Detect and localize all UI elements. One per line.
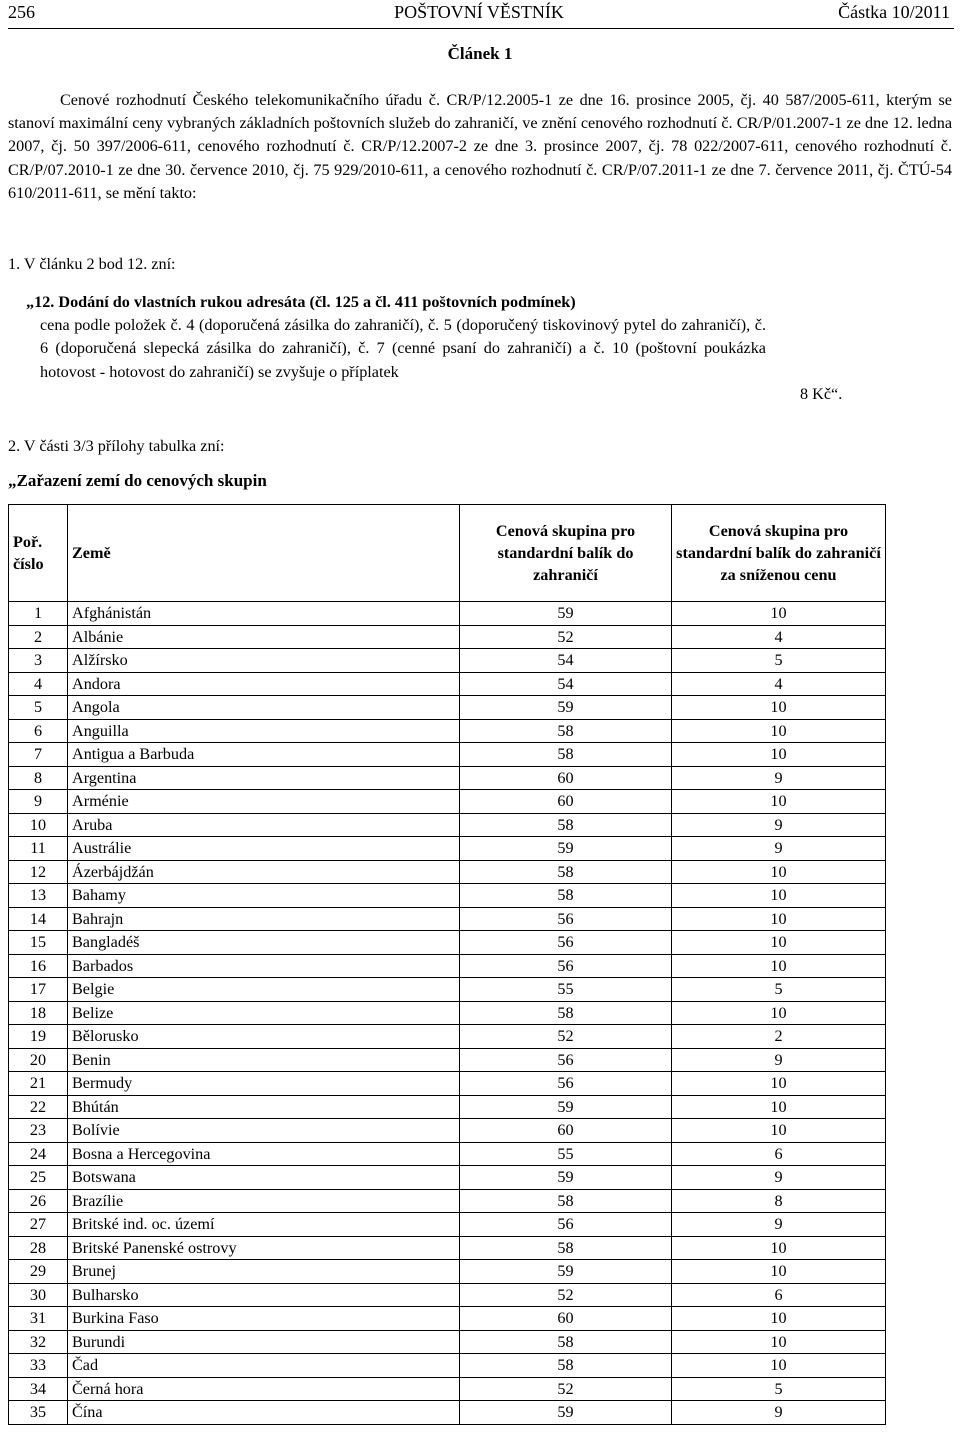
issue-number: Částka 10/2011 xyxy=(838,2,950,22)
page-number: 256 xyxy=(8,2,35,22)
row-reduced-group: 10 xyxy=(672,1307,886,1331)
row-reduced-group: 9 xyxy=(672,813,886,837)
row-reduced-group: 10 xyxy=(672,931,886,955)
row-reduced-group: 10 xyxy=(672,719,886,743)
row-number: 31 xyxy=(9,1307,68,1331)
row-standard-group: 56 xyxy=(460,1213,672,1237)
row-country: Bolívie xyxy=(68,1119,460,1143)
table-row xyxy=(9,649,886,673)
row-country: Brazílie xyxy=(68,1189,460,1213)
table-row xyxy=(9,1142,886,1166)
row-number: 30 xyxy=(9,1283,68,1307)
table-row xyxy=(9,743,886,767)
table-row xyxy=(9,1283,886,1307)
row-number: 12 xyxy=(9,860,68,884)
row-number: 19 xyxy=(9,1025,68,1049)
table-row xyxy=(9,790,886,814)
table-row xyxy=(9,907,886,931)
row-reduced-group: 10 xyxy=(672,954,886,978)
provision-text: cena podle položek č. 4 (doporučená zásilka do zahraničí), č. 5 (doporučený tiskovinový pytel do zahraničí), č. 6 (doporučená slepecká zásilka do zahraničí), č. 7 (cenné psaní do zahraničí) a č. 10 (poštovní poukázka hotovost - hotovost do zahraničí) se zvyšuje o příplatek xyxy=(40,316,766,381)
row-country: Botswana xyxy=(68,1166,460,1190)
table-row xyxy=(9,719,886,743)
row-country: Andora xyxy=(68,672,460,696)
row-reduced-group: 10 xyxy=(672,1095,886,1119)
table-row xyxy=(9,1119,886,1143)
row-reduced-group: 9 xyxy=(672,1213,886,1237)
row-country: Arménie xyxy=(68,790,460,814)
row-standard-group: 55 xyxy=(460,978,672,1002)
provision-heading: „12. Dodání do vlastních rukou adresáta (čl. 125 a čl. 411 poštovních podmínek) xyxy=(26,293,576,311)
table-row xyxy=(9,884,886,908)
row-reduced-group: 10 xyxy=(672,1354,886,1378)
table-row xyxy=(9,978,886,1002)
row-number: 6 xyxy=(9,719,68,743)
row-reduced-group: 4 xyxy=(672,672,886,696)
row-number: 8 xyxy=(9,766,68,790)
row-country: Britské ind. oc. území xyxy=(68,1213,460,1237)
row-reduced-group: 10 xyxy=(672,743,886,767)
row-country: Angola xyxy=(68,696,460,720)
row-country: Belgie xyxy=(68,978,460,1002)
row-country: Bulharsko xyxy=(68,1283,460,1307)
row-reduced-group: 10 xyxy=(672,790,886,814)
row-country: Bělorusko xyxy=(68,1025,460,1049)
row-reduced-group: 8 xyxy=(672,1189,886,1213)
quoted-provision xyxy=(26,291,766,384)
intro-paragraph: Cenové rozhodnutí Českého telekomunikačního úřadu č. CR/P/12.2005-1 ze dne 16. prosince 2005, čj. 40 587/2005-611, kterým se stanoví maximální ceny vybraných základních poštovních služeb do zahraničí, ve znění cenového rozhodnutí č. CR/P/01.2007-1 ze dne 12. ledna 2007, čj. 50 397/2006-611, cenového rozhodnutí č. CR/P/12.2007-2 ze dne 3. prosince 2007, čj. 78 022/2007-611, cenového rozhodnutí č. CR/P/07.2010-1 ze dne 30. července 2010, čj. 75 929/2010-611, a cenového rozhodnutí č. CR/P/07.2011-1 ze dne 7. července 2011, čj. ČTÚ-54 610/2011-611, se mění takto: xyxy=(8,91,952,202)
row-number: 2 xyxy=(9,625,68,649)
row-standard-group: 59 xyxy=(460,837,672,861)
row-standard-group: 59 xyxy=(460,1401,672,1425)
row-standard-group: 58 xyxy=(460,1354,672,1378)
header-country: Země xyxy=(68,505,460,602)
row-country: Čína xyxy=(68,1401,460,1425)
row-reduced-group: 6 xyxy=(672,1142,886,1166)
row-standard-group: 52 xyxy=(460,1283,672,1307)
row-number: 18 xyxy=(9,1001,68,1025)
row-reduced-group: 9 xyxy=(672,1166,886,1190)
table-row xyxy=(9,813,886,837)
table-title: „Zařazení zemí do cenových skupin xyxy=(8,471,267,490)
row-standard-group: 54 xyxy=(460,672,672,696)
header-number: Poř. číslo xyxy=(9,505,68,602)
row-number: 4 xyxy=(9,672,68,696)
row-standard-group: 58 xyxy=(460,884,672,908)
table-row xyxy=(9,1166,886,1190)
row-reduced-group: 10 xyxy=(672,1330,886,1354)
row-country: Britské Panenské ostrovy xyxy=(68,1236,460,1260)
row-country: Bahamy xyxy=(68,884,460,908)
row-country: Bosna a Hercegovina xyxy=(68,1142,460,1166)
row-reduced-group: 9 xyxy=(672,766,886,790)
table-row xyxy=(9,1307,886,1331)
row-reduced-group: 10 xyxy=(672,1072,886,1096)
table-row xyxy=(9,1213,886,1237)
table-row xyxy=(9,954,886,978)
journal-title: POŠTOVNÍ VĚSTNÍK xyxy=(394,2,564,22)
row-number: 3 xyxy=(9,649,68,673)
row-standard-group: 58 xyxy=(460,813,672,837)
row-reduced-group: 5 xyxy=(672,1377,886,1401)
row-number: 24 xyxy=(9,1142,68,1166)
row-number: 16 xyxy=(9,954,68,978)
row-standard-group: 59 xyxy=(460,602,672,626)
row-number: 17 xyxy=(9,978,68,1002)
row-reduced-group: 2 xyxy=(672,1025,886,1049)
row-country: Burkina Faso xyxy=(68,1307,460,1331)
row-number: 14 xyxy=(9,907,68,931)
row-country: Alžírsko xyxy=(68,649,460,673)
row-number: 9 xyxy=(9,790,68,814)
table-row xyxy=(9,837,886,861)
row-country: Albánie xyxy=(68,625,460,649)
row-reduced-group: 9 xyxy=(672,1401,886,1425)
row-number: 28 xyxy=(9,1236,68,1260)
row-country: Austrálie xyxy=(68,837,460,861)
row-number: 1 xyxy=(9,602,68,626)
row-reduced-group: 5 xyxy=(672,978,886,1002)
table-row xyxy=(9,1025,886,1049)
row-number: 13 xyxy=(9,884,68,908)
row-number: 33 xyxy=(9,1354,68,1378)
row-standard-group: 60 xyxy=(460,790,672,814)
row-country: Ázerbájdžán xyxy=(68,860,460,884)
row-standard-group: 59 xyxy=(460,1095,672,1119)
row-country: Bahrajn xyxy=(68,907,460,931)
header-reduced-group: Cenová skupina pro standardní balík do zahraničí za sníženou cenu xyxy=(672,505,886,602)
row-standard-group: 58 xyxy=(460,719,672,743)
row-standard-group: 56 xyxy=(460,1048,672,1072)
table-row xyxy=(9,672,886,696)
row-country: Bhútán xyxy=(68,1095,460,1119)
table-row xyxy=(9,602,886,626)
row-standard-group: 60 xyxy=(460,766,672,790)
header-rule xyxy=(8,28,954,29)
row-standard-group: 52 xyxy=(460,1025,672,1049)
table-row xyxy=(9,625,886,649)
row-number: 26 xyxy=(9,1189,68,1213)
row-country: Belize xyxy=(68,1001,460,1025)
item-2-heading: 2. V části 3/3 přílohy tabulka zní: xyxy=(8,437,225,455)
table-row xyxy=(9,1401,886,1425)
row-country: Bermudy xyxy=(68,1072,460,1096)
row-number: 21 xyxy=(9,1072,68,1096)
row-reduced-group: 10 xyxy=(672,1260,886,1284)
table-row xyxy=(9,1095,886,1119)
table-row xyxy=(9,1377,886,1401)
table-row xyxy=(9,1001,886,1025)
row-reduced-group: 10 xyxy=(672,696,886,720)
row-country: Aruba xyxy=(68,813,460,837)
row-number: 29 xyxy=(9,1260,68,1284)
row-reduced-group: 10 xyxy=(672,602,886,626)
row-standard-group: 55 xyxy=(460,1142,672,1166)
row-reduced-group: 6 xyxy=(672,1283,886,1307)
header-standard-group: Cenová skupina pro standardní balík do zahraničí xyxy=(460,505,672,602)
row-standard-group: 52 xyxy=(460,625,672,649)
row-number: 5 xyxy=(9,696,68,720)
row-country: Čad xyxy=(68,1354,460,1378)
row-number: 11 xyxy=(9,837,68,861)
row-number: 35 xyxy=(9,1401,68,1425)
table-row xyxy=(9,1236,886,1260)
table-header-row xyxy=(9,505,886,602)
row-number: 25 xyxy=(9,1166,68,1190)
row-reduced-group: 10 xyxy=(672,1236,886,1260)
row-country: Burundi xyxy=(68,1330,460,1354)
row-reduced-group: 10 xyxy=(672,1119,886,1143)
row-standard-group: 58 xyxy=(460,1189,672,1213)
row-reduced-group: 10 xyxy=(672,907,886,931)
row-standard-group: 58 xyxy=(460,860,672,884)
row-country: Benin xyxy=(68,1048,460,1072)
row-number: 10 xyxy=(9,813,68,837)
page-header xyxy=(8,2,950,26)
row-standard-group: 59 xyxy=(460,696,672,720)
row-standard-group: 56 xyxy=(460,954,672,978)
row-standard-group: 58 xyxy=(460,1001,672,1025)
row-reduced-group: 5 xyxy=(672,649,886,673)
surcharge-price: 8 Kč“. xyxy=(800,385,843,403)
row-reduced-group: 10 xyxy=(672,884,886,908)
table-row xyxy=(9,1330,886,1354)
item-1-heading: 1. V článku 2 bod 12. zní: xyxy=(8,255,176,273)
row-standard-group: 52 xyxy=(460,1377,672,1401)
row-country: Černá hora xyxy=(68,1377,460,1401)
row-number: 34 xyxy=(9,1377,68,1401)
row-number: 15 xyxy=(9,931,68,955)
row-reduced-group: 10 xyxy=(672,860,886,884)
row-standard-group: 59 xyxy=(460,1166,672,1190)
row-standard-group: 56 xyxy=(460,907,672,931)
table-row xyxy=(9,1048,886,1072)
table-row xyxy=(9,696,886,720)
row-number: 22 xyxy=(9,1095,68,1119)
table-row xyxy=(9,931,886,955)
row-standard-group: 60 xyxy=(460,1307,672,1331)
row-country: Bangladéš xyxy=(68,931,460,955)
row-standard-group: 54 xyxy=(460,649,672,673)
table-body xyxy=(9,602,886,1425)
row-number: 7 xyxy=(9,743,68,767)
row-country: Anguilla xyxy=(68,719,460,743)
row-standard-group: 59 xyxy=(460,1260,672,1284)
row-country: Afghánistán xyxy=(68,602,460,626)
table-row xyxy=(9,1354,886,1378)
article-title: Článek 1 xyxy=(447,44,513,63)
row-standard-group: 56 xyxy=(460,1072,672,1096)
row-standard-group: 60 xyxy=(460,1119,672,1143)
row-country: Antigua a Barbuda xyxy=(68,743,460,767)
table-row xyxy=(9,766,886,790)
row-reduced-group: 9 xyxy=(672,1048,886,1072)
row-standard-group: 58 xyxy=(460,743,672,767)
row-standard-group: 58 xyxy=(460,1330,672,1354)
row-number: 32 xyxy=(9,1330,68,1354)
row-country: Barbados xyxy=(68,954,460,978)
table-row xyxy=(9,1260,886,1284)
row-country: Brunej xyxy=(68,1260,460,1284)
row-reduced-group: 10 xyxy=(672,1001,886,1025)
table-row xyxy=(9,1072,886,1096)
row-number: 27 xyxy=(9,1213,68,1237)
row-reduced-group: 9 xyxy=(672,837,886,861)
table-row xyxy=(9,860,886,884)
table-row xyxy=(9,1189,886,1213)
row-number: 20 xyxy=(9,1048,68,1072)
row-country: Argentina xyxy=(68,766,460,790)
row-reduced-group: 4 xyxy=(672,625,886,649)
row-standard-group: 56 xyxy=(460,931,672,955)
row-number: 23 xyxy=(9,1119,68,1143)
row-standard-group: 58 xyxy=(460,1236,672,1260)
country-price-table xyxy=(8,504,886,1425)
